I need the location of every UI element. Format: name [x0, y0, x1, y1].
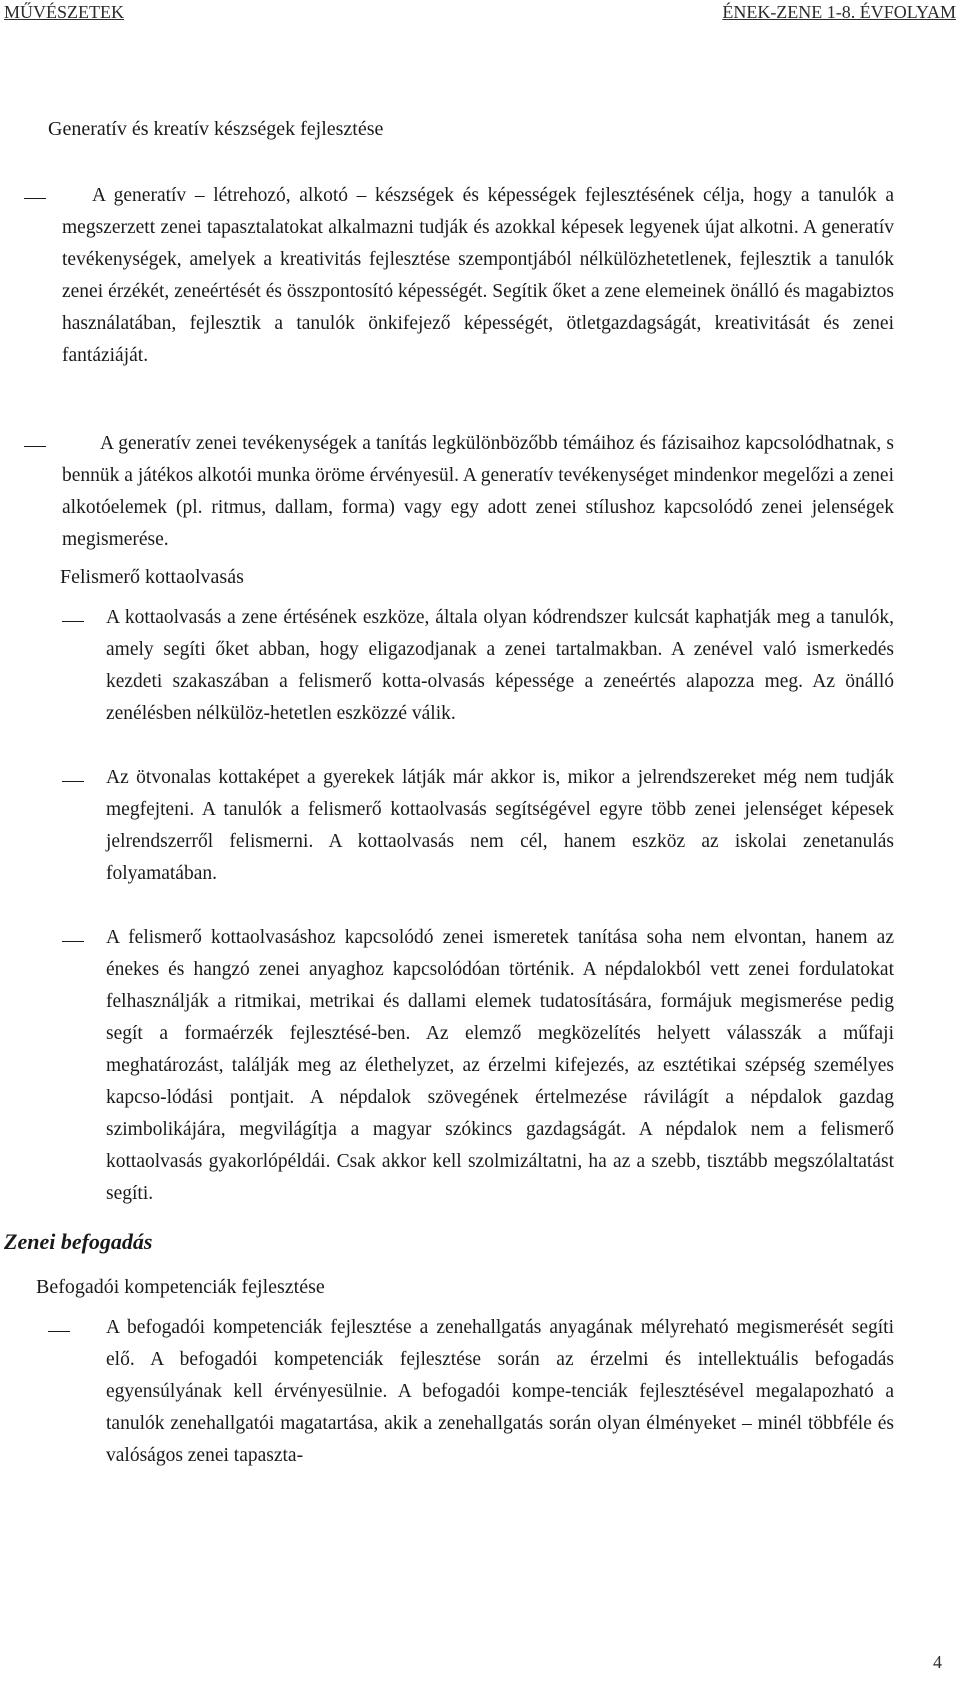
- list-dash: [62, 781, 84, 782]
- section-heading-reception: Befogadói kompetenciák fejlesztése: [36, 1276, 325, 1298]
- section-heading-generative: Generatív és kreatív készségek fejlesztése: [48, 118, 384, 140]
- list-dash: [24, 446, 46, 447]
- list-dash: [62, 941, 84, 942]
- list-dash: [62, 621, 84, 622]
- header-subject: MŰVÉSZETEK: [4, 2, 124, 22]
- list-dash: [48, 1331, 70, 1332]
- section-heading-sight-reading: Felismerő kottaolvasás: [60, 566, 244, 588]
- page-number: 4: [933, 1652, 942, 1672]
- list-dash: [24, 198, 46, 199]
- major-section-title: Zenei befogadás: [4, 1229, 153, 1254]
- header-grade-range: ÉNEK-ZENE 1-8. ÉVFOLYAM: [722, 2, 956, 22]
- list-item: A kottaolvasás a zene értésének eszköze, általa olyan kódrendszer kulcsát kaphatják meg a tanulók, amely segíti őket abban, hogy eligazodjanak a zenei tartalmakban. A zenével való ismerkedés kezdeti szakaszában a felismerő kotta-olvasás képessége a zeneértés alapozza meg. Az önálló zenélésben nélkülöz-hetetlen eszközzé válik.: [106, 607, 894, 724]
- list-item: Az ötvonalas kottaképet a gyerekek látják már akkor is, mikor a jelrendszereket még nem tudják megfejteni. A tanulók a felismerő kottaolvasás segítségével egyre több zenei jelenséget képesek jelrendszerről felismerni. A kottaolvasás nem cél, hanem eszköz az iskolai zenetanulás folyamatában.: [106, 767, 894, 884]
- list-item: A generatív – létrehozó, alkotó – készségek és képességek fejlesztésének célja, hogy a tanulók a megszerzett zenei tapasztalatokat alkalmazni tudják és azokkal képesek legyenek újat alkotni. A generatív tevékenységek, amelyek a kreativitás fejlesztése szempontjából nélkülözhetetlenek, fejlesztik a tanulók zenei érzékét, zeneértését és összpontosító képességét. Segítik őket a zene elemeinek önálló és magabiztos használatában, fejlesztik a tanulók önkifejező képességét, ötletgazdagságát, kreativitását és zenei fantáziáját.: [62, 185, 894, 366]
- list-item: A felismerő kottaolvasáshoz kapcsolódó zenei ismeretek tanítása soha nem elvontan, hanem az énekes és hangzó zenei anyaghoz kapcsolódóan történik. A népdalokból vett zenei fordulatokat felhasználják a ritmikai, metrikai és dallami elemek tudatosítására, formájuk megismerése pedig segít a formaérzék fejlesztésé-ben. Az elemző megközelítés helyett válasszák a műfaji meghatározást, találják meg az élethelyzet, az érzelmi kifejezés, az esztétikai szépség személyes kapcso-lódási pontjait. A népdalok szövegének értelmezése rávilágít a népdalok gazdag szimbolikájára, megvilágítja a magyar szókincs gazdagságát. A népdalok nem a felismerő kottaolvasás gyakorlópéldái. Csak akkor kell szolmizáltatni, ha az a szebb, tisztább megszólaltatást segíti.: [106, 927, 894, 1204]
- list-item: A befogadói kompetenciák fejlesztése a zenehallgatás anyagának mélyreható megismerését segíti elő. A befogadói kompetenciák fejlesztése során az érzelmi és intellektuális befogadás egyensúlyának kell érvényesülnie. A befogadói kompe-tenciák fejlesztésével megalapozható a tanulók zenehallgatói magatartása, akik a zenehallgatás során olyan élményeket – minél többféle és valóságos zenei tapaszta-: [106, 1317, 894, 1466]
- list-item: A generatív zenei tevékenységek a tanítás legkülönbözőbb témáihoz és fázisaihoz kapcsolódhatnak, s bennük a játékos alkotói munka öröme érvényesül. A generatív tevékenységet mindenkor megelőzi a zenei alkotóelemek (pl. ritmus, dallam, forma) vagy egy adott zenei stílushoz kapcsolódó zenei jelenségek megismerése.: [62, 433, 894, 550]
